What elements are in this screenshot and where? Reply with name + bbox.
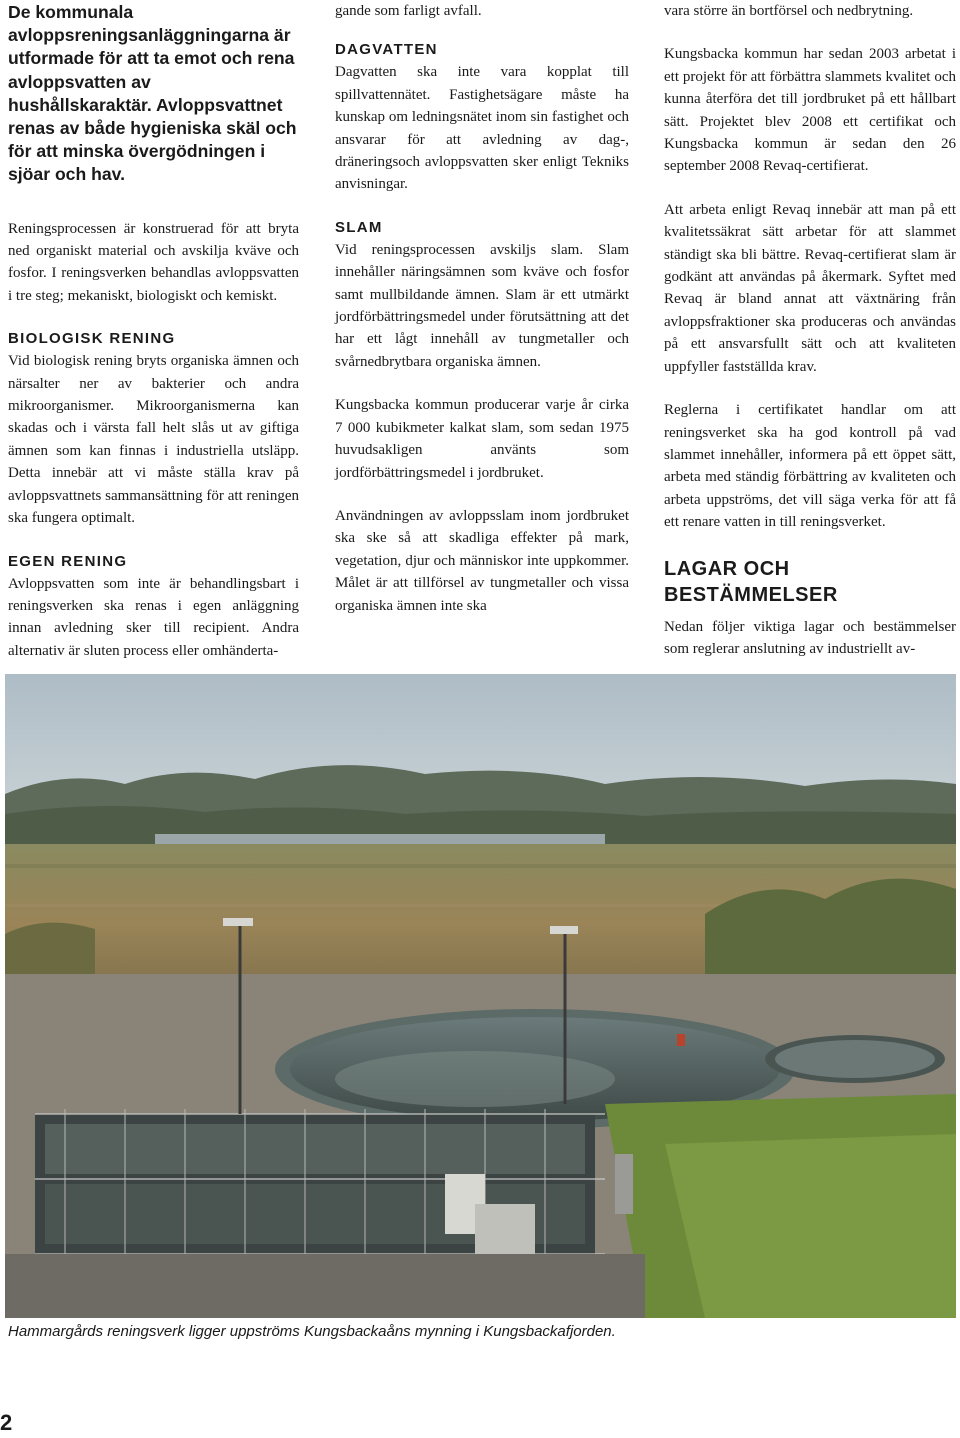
dagvatten-text: Dagvatten ska inte vara kopplat till spillvattennätet. Fastighetsägare måste ha kunskap om ledningsnätet inom sin fastighet och ansvarar för att avledning av dag-, dräneringsoch avloppsvatten sker enligt Tekniks anvisningar. — [335, 64, 629, 193]
biologisk-rening-text: Vid biologisk rening bryts organiska ämnen och närsalter ner av bakterier och andra mikroorganismer. Mikroorganismerna kan skadas och i värsta fall helt slås ut av giftiga ämnen som kan finnas i industriella utsläpp. Detta innebär att vi måste ställa krav på avloppsvattnets sammansättning för att reningen ska fungera optimalt. — [8, 353, 299, 527]
column-2 — [335, 0, 629, 617]
lead-paragraph: De kommunala avloppsreningsanläggningarna är utformade för att ta emot och rena avloppsvatten av hushållskaraktär. Avloppsvattnet renas av både hygieniska skäl och för att minska övergödningen i sjöar och hav. — [8, 2, 297, 185]
slam-production-paragraph: Kungsbacka kommun producerar varje år cirka 7 000 kubikmeter kalkat slam, som sedan 1975 huvudsakligen använts som jordförbättringsmedel i jordbruket. — [335, 397, 629, 481]
page-number: 2 — [0, 1410, 13, 1435]
slam-usage-paragraph: Användningen av avloppsslam inom jordbruket ska ske så att skadliga effekter på mark, vegetation, djur och människor inte uppkommer. Målet är att tillförsel av tungmetaller och vissa organiska ämnen inte ska — [335, 507, 629, 614]
revaq-project-paragraph: Kungsbacka kommun har sedan 2003 arbetat i ett projekt för att förbättra slammets kvalitet och kunna återföra det till jordbruket på ett hållbart sätt. Projektet blev 2008 ett certifikat och Kungsbacka kommun är sedan den 26 september 2008 Revaq-certifierat. — [664, 46, 956, 175]
certificate-rules-paragraph: Reglerna i certifikatet handlar om att reningsverket ska ha god kontroll på vad slammet innehåller, informera på ett öppet sätt, arbeta med ständig förbättring av kvaliteten och arbeta uppströms, det vill säga verka för att få ett renare vatten in till reningsverket. — [664, 402, 956, 531]
lagar-heading: LAGAR OCH BESTÄMMELSER — [664, 557, 838, 606]
continued-text: gande som farligt avfall. — [335, 3, 482, 19]
dagvatten-heading: DAGVATTEN — [335, 41, 438, 59]
lagar-text: Nedan följer viktiga lagar och bestämmelser som reglerar anslutning av industriellt av- — [664, 618, 956, 657]
photo-caption: Hammargårds reningsverk ligger uppströms Kungsbackaåns mynning i Kungsbackafjorden. — [8, 1323, 616, 1340]
intro-paragraph: Reningsprocessen är konstruerad för att bryta ned organiskt material och avskilja kväve och fosfor. I reningsverken behandlas avloppsvatten i tre steg; mekaniskt, biologiskt och kemiskt. — [8, 220, 299, 304]
continued-text: vara större än bortförsel och nedbrytning. — [664, 3, 914, 19]
biologisk-rening-heading: BIOLOGISK RENING — [8, 330, 176, 348]
egen-rening-text: Avloppsvatten som inte är behandlingsbart i reningsverken ska renas i egen anläggning innan avledning sker till recipient. Andra alternativ är sluten process eller omhänderta- — [8, 575, 299, 659]
column-1 — [8, 0, 299, 662]
treatment-plant-photo — [5, 674, 956, 1318]
egen-rening-heading: EGEN RENING — [8, 552, 128, 570]
revaq-method-paragraph: Att arbeta enligt Revaq innebär att man på ett kvalitetssäkrat sätt arbetar för att slammet ständigt ska bli bättre. Revaq-certifierat slam är godkänt att användas på åkermark. Syftet med Revaq är bland annat att växtnäring från avloppsfraktioner ska produceras och användas på ett ansvarsfullt sätt och att kvaliteten uppfyller fastställda krav. — [664, 201, 956, 375]
slam-heading: SLAM — [335, 218, 383, 236]
column-3 — [664, 0, 956, 660]
slam-text: Vid reningsprocessen avskiljs slam. Slam innehåller näringsämnen som kväve och fosfor samt mullbildande ämnen. Slam är ett utmärkt jordförbättringsmedel under förutsättning att det har ett lågt innehåll av tungmetaller och svårnedbrytbara organiska ämnen. — [335, 241, 629, 370]
